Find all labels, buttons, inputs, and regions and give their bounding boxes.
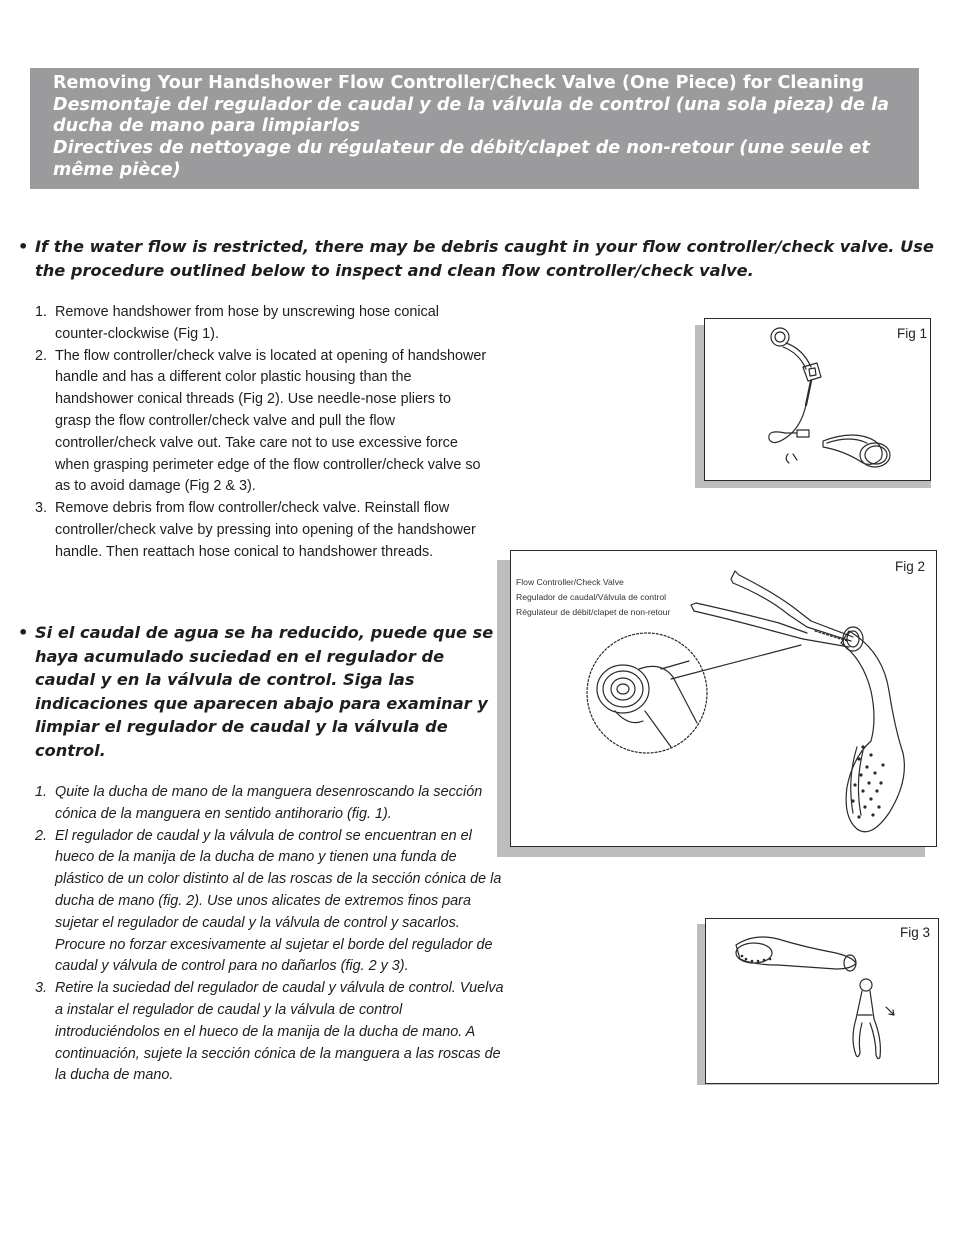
intro-es-text: Si el caudal de agua se ha reducido, puede que se haya acumulado suciedad en el regulador de caudal y en la válvula de control. Siga las indicaciones que aparecen abajo para examinar y limpiar el regulador de caudal y la válvula de control. (35, 623, 494, 760)
intro-en (18, 235, 940, 283)
step-number: 1. (35, 784, 48, 800)
callout-es: Regulador de caudal/Válvula de control (516, 592, 667, 603)
figure-frame (705, 918, 939, 1084)
step-en-3 (35, 498, 490, 563)
header-title-en: Removing Your Handshower Flow Controller/Check Valve (One Piece) for Cleaning (53, 73, 864, 93)
figure-3 (697, 918, 939, 1085)
step-text: Remove debris from flow controller/check valve. Reinstall flow controller/check valve by pressing into opening of the handshower handle. Then reattach hose conical to handshower threads. (55, 500, 476, 560)
step-number: 3. (35, 980, 48, 997)
step-es-2 (35, 826, 505, 979)
bullet-es: • (18, 623, 29, 642)
figure-1-label: Fig 1 (897, 326, 928, 341)
steps-list-en (35, 302, 490, 564)
intro-es (18, 621, 495, 762)
header-title-fr: Directives de nettoyage du régulateur de débit/clapet de non-retour (une seule et même pièce) (53, 138, 870, 180)
step-number: 2. (35, 347, 48, 364)
figure-2 (497, 550, 937, 857)
header-title-es: Desmontaje del regulador de caudal y de la válvula de control (una sola pieza) de la ducha de mano para limpiarlos (53, 94, 889, 137)
step-text: Retire la suciedad del regulador de caudal y válvula de control. Vuelva a instalar el regulador de caudal y la válvula de control introduciéndolos en el hueco de la manija de la ducha de mano. A continuación, sujete la sección cónica de la manguera a las roscas de la ducha de mano. (55, 980, 504, 1084)
figure-1 (695, 318, 931, 488)
step-number: 3. (35, 500, 48, 517)
figure-3-label: Fig 3 (900, 925, 931, 940)
step-text: El regulador de caudal y la válvula de control se encuentran en el hueco de la manija de la ducha de mano y tienen una funda de plástico de un color distinto al de las roscas de la sección cónica de la ducha de mano (fig. 2). Use unos alicates de extremos finos para sujetar el regulador de caudal y la válvula de control y sacarlos. Procure no forzar excesivamente al sujetar el borde del regulador de caudal y válvula de control para no dañarlos (fig. 2 y 3). (55, 827, 502, 975)
figure-frame (704, 318, 931, 481)
callout-en: Flow Controller/Check Valve (516, 577, 624, 587)
step-es-1 (35, 782, 505, 826)
bullet-en: • (18, 237, 29, 256)
step-text: Remove handshower from hose by unscrewing hose conical counter-clockwise (Fig 1). (55, 304, 439, 342)
steps-list-es (35, 782, 505, 1087)
step-en-1 (35, 302, 490, 346)
step-text: The flow controller/check valve is located at opening of handshower handle and has a different color plastic housing than the handshower conical threads (Fig 2). Use needle-nose pliers to grasp the flow controller/check valve and pull the flow controller/check valve out. Take care not to use excessive force when grasping perimeter edge of the flow controller/check valve so as to avoid damage (Fig 2 & 3). (55, 347, 487, 495)
hose-and-handshower-illustration (705, 319, 931, 481)
step-number: 1. (35, 304, 48, 320)
figure-frame (510, 550, 937, 847)
step-es-3 (35, 978, 505, 1087)
valve-callout (516, 575, 726, 621)
step-text: Quite la ducha de mano de la manguera desenroscando la sección cónica de la manguera en sentido antihorario (fig. 1). (55, 784, 483, 822)
figure-2-label: Fig 2 (895, 559, 926, 574)
valve-removed-with-pliers-illustration (706, 919, 939, 1084)
callout-fr: Régulateur de débit/clapet de non-retour (516, 607, 671, 618)
step-en-2 (35, 346, 490, 499)
intro-en-text: If the water flow is restricted, there may be debris caught in your flow controller/check valve. Use the procedure outlined below to inspect and clean flow controller/check valve. (35, 237, 934, 280)
step-number: 2. (35, 827, 48, 844)
section-header (30, 68, 919, 189)
